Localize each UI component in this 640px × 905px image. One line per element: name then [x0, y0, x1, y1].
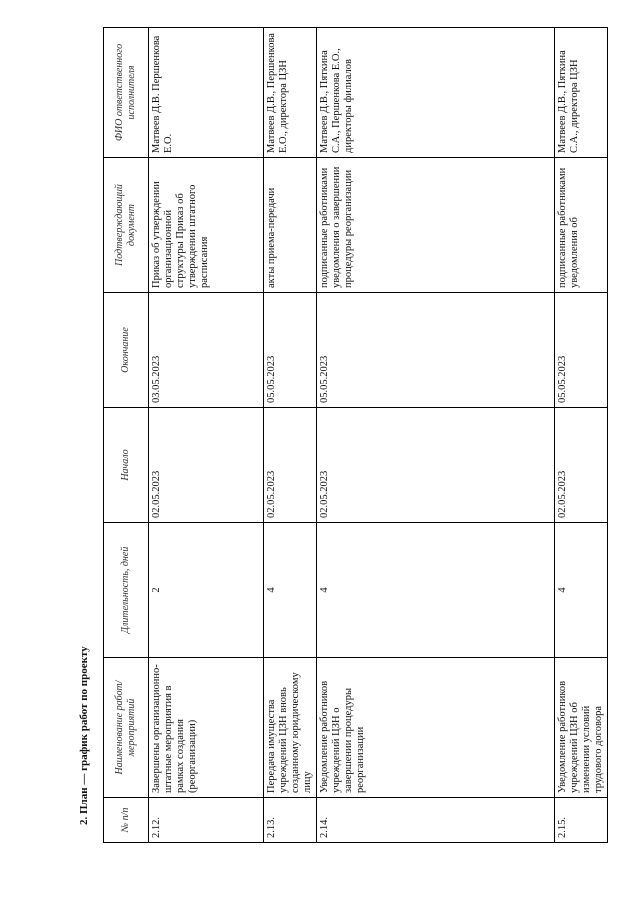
cell-responsible: Матвеев Д.В., Першенкова Е.О., директора ЦЗН	[264, 28, 317, 158]
cell-name: Завершены организационно-штатные мероприятия в рамках создания (реорганизации)	[149, 658, 264, 798]
table-row	[317, 28, 555, 843]
cell-duration: 4	[317, 523, 555, 658]
col-header-num: № п/п	[104, 798, 149, 843]
table-row	[264, 28, 317, 843]
col-header-end: Окончание	[104, 293, 149, 408]
cell-document: Приказ об утверждении организационной структуры Приказ об утверждении штатного расписания	[149, 158, 264, 293]
section-heading: 2. План — график работ по проекту	[78, 646, 90, 825]
cell-duration: 2	[149, 523, 264, 658]
cell-duration: 4	[555, 523, 608, 658]
cell-end: 05.05.2023	[555, 293, 608, 408]
cell-responsible: Матвеев Д.В., Пяткина С.А., Першенкова Е.О., директоры филиалов	[317, 28, 555, 158]
cell-end: 05.05.2023	[317, 293, 555, 408]
work-schedule-table	[103, 27, 608, 843]
col-header-duration: Длительность, дней	[104, 523, 149, 658]
cell-start: 02.05.2023	[264, 408, 317, 523]
cell-end: 03.05.2023	[149, 293, 264, 408]
cell-start: 02.05.2023	[149, 408, 264, 523]
header-row	[104, 28, 149, 843]
col-header-name: Наименование работ/мероприятий	[104, 658, 149, 798]
cell-document: подписанные работниками уведомления о завершении процедуры реорганизации	[317, 158, 555, 293]
cell-start: 02.05.2023	[555, 408, 608, 523]
cell-document: акты приема-передачи	[264, 158, 317, 293]
cell-name: Уведомление работников учреждений ЦЗН о завершении процедуры реорганизации	[317, 658, 555, 798]
cell-duration: 4	[264, 523, 317, 658]
cell-responsible: Матвеев Д.В., Пяткина С.А., директора ЦЗН	[555, 28, 608, 158]
col-header-responsible: ФИО ответственного исполнителя	[104, 28, 149, 158]
col-header-document: Подтверждающий документ	[104, 158, 149, 293]
cell-name: Передача имущества учреждений ЦЗН вновь созданному юридическому лицу	[264, 658, 317, 798]
work-schedule-table-wrapper	[103, 28, 604, 843]
cell-num: 2.12.	[149, 798, 264, 843]
cell-num: 2.13.	[264, 798, 317, 843]
cell-name: Уведомление работников учреждений ЦЗН об изменении условий трудового договора	[555, 658, 608, 798]
col-header-start: Начало	[104, 408, 149, 523]
cell-start: 02.05.2023	[317, 408, 555, 523]
cell-document: подписанные работниками уведомления об	[555, 158, 608, 293]
table-row	[149, 28, 264, 843]
cell-num: 2.14.	[317, 798, 555, 843]
table-row	[555, 28, 608, 843]
cell-end: 05.05.2023	[264, 293, 317, 408]
cell-responsible: Матвеев Д.В. Першенкова Е.О.	[149, 28, 264, 158]
cell-num: 2.15.	[555, 798, 608, 843]
